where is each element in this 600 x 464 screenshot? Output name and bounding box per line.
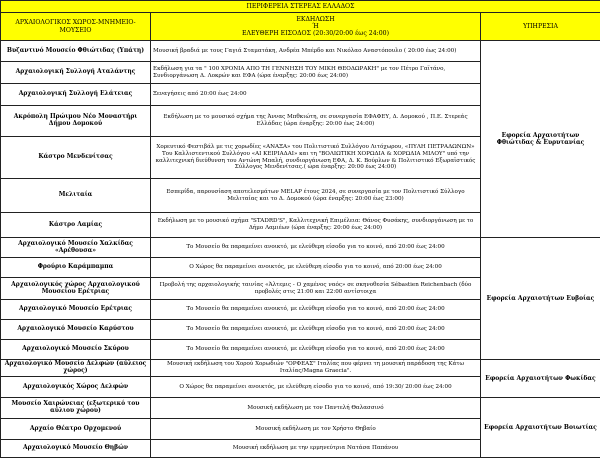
site-name: Αρχαιολογική Συλλογή Ελάτειας	[1, 84, 151, 106]
event-desc: Μουσική εκδήλωση με τον Χρήστο Θηβαίο	[151, 419, 481, 440]
event-desc: Εκδήλωση για τα " 100 ΧΡΟΝΙΑ ΑΠΟ ΤΗ ΓΕΝΝΗΣΗ ΤΟΥ ΜΙΚΗ ΘΕΟΔΩΡΑΚΗ" με τον Πέτρο Γαϊτάνο, Συνδιοργάνωση Δ. Λοκρών και ΕΦΑ (ώρα έναρξης: 20:00 έως 24:00)	[151, 62, 481, 84]
event-desc: Το Μουσείο θα παραμείνει ανοικτό, με ελεύθερη είσοδο για το κοινό, από 20:00 έως 24:00	[151, 300, 481, 320]
header-site: ΑΡΧΑΙΟΛΟΓΙΚΟΣ ΧΩΡΟΣ-ΜΝΗΜΕΙΟ-ΜΟΥΣΕΙΟ	[1, 13, 151, 41]
site-name: Αρχαιολογικό Μουσείο Δελφών (αύλειος χώρος)	[1, 360, 151, 377]
event-desc: Το Μουσείο θα παραμείνει ανοικτό, με ελεύθερη είσοδο για το κοινό, από 20:00 έως 24:00	[151, 238, 481, 258]
service-evia: Εφορεία Αρχαιοτήτων Ευβοίας	[481, 238, 600, 360]
event-desc: Μουσική εκδήλωση του Χορού Χορωδιών "ΟΡΦΕΑΣ" Ιταλίας που φέρνει τη μουσική παράδοση της Κάτω Ιταλίας/Magna Graecia".	[151, 360, 481, 377]
event-desc: Εκδήλωση με το μουσικό σχήμα της Άννας Μπθκιώτη, σε συνεργασία ΕΦΑΦΕΥ, Δ. Δομοκού , Π.Ε. Στερεάς Ελλάδας (ώρα έναρξης: 20:00 έως 24:00)	[151, 106, 481, 137]
event-desc: Το Μουσείο θα παραμείνει ανοικτό, με ελεύθερη είσοδο για το κοινό, από 20:00 έως 24:00	[151, 320, 481, 340]
site-name: Κάστρο Λαμίας	[1, 213, 151, 238]
service-fokida: Εφορεία Αρχαιοτήτων Φωκίδας	[481, 360, 600, 398]
event-desc: Προβολή της αρχαιολογικής ταινίας «Άλτεμις - Ο χαμένος ναός» σε σκηνοθεσία Sébastien Reichenbach (δύο προβολές στις 21:00 και 22:00 αντίστοιχα	[151, 278, 481, 300]
site-name: Αρχαιολογικό Μουσείο Χαλκίδας «Αρέθουσα»	[1, 238, 151, 258]
event-desc: Ο Χώρος θα παραμείνει ανοικτός, με ελεύθερη είσοδο για το κοινό, από 19:30/ 20:00 έως 24:00	[151, 377, 481, 398]
table-row	[1, 360, 600, 377]
table-row	[1, 41, 600, 62]
service-fthiotida: Εφορεία Αρχαιοτήτων Φθιώτιδας & Ευρυτανίας	[481, 41, 600, 238]
site-name: Αρχαιολογικός Χώρος Δελφών	[1, 377, 151, 398]
site-name: Κάστρο Μενδενίτσας	[1, 137, 151, 179]
site-name: Αρχαιολογικό Μουσείο Ερέτριας	[1, 300, 151, 320]
site-name: Αρχαιολογικό Μουσείο Σκύρου	[1, 340, 151, 360]
header-event: ΕΚΔΗΛΩΣΗ Ή ΕΛΕΥΘΕΡΗ ΕΙΣΟΔΟΣ (20:30/20:00 έως 24:00)	[151, 13, 481, 41]
event-desc: Ο Χώρος θα παραμείνει ανοικτός, με ελεύθερη είσοδο για το κοινό, από 20:00 έως 24:00	[151, 258, 481, 278]
event-desc: Μουσική εκδήλωση με τον Παντελή Θαλασσινό	[151, 398, 481, 419]
header-service: ΥΠΗΡΕΣΙΑ	[481, 13, 600, 41]
site-name: Ακρόπολη Πρώιμου Νέο Μοναστήρι Δήμου Δομοκού	[1, 106, 151, 137]
region-title: ΠΕΡΙΦΕΡΕΙΑ ΣΤΕΡΕΑΣ ΕΛΛΑΔΟΣ	[1, 1, 600, 13]
site-name: Βυζαντινό Μουσείο Φθιώτιδας (Υπάτη)	[1, 41, 151, 62]
event-desc: Μουσική εκδήλωση με την ερμηνεύτρια Νατάσα Παπάνου	[151, 440, 481, 458]
event-desc: Ξεναγήσεις από 20:00 έως 24:00	[151, 84, 481, 106]
site-name: Μελιταία	[1, 179, 151, 213]
event-desc: Εσπερίδα, παρουσίαση αποτελεσμάτων MELAP έτους 2024, σε συνεργασία με τον Πολιτιστικό Σύλλογο Μελιταίας και το Δ. Δομοκού (ώρα έναρξης: 20:00 έως 23:00)	[151, 179, 481, 213]
event-desc: Εκδήλωση με το μουσικό σχήμα "STADRD'S", Καλλιτεχνική Επιμέλεια: Θάνος Φυσάκης, συνδιοργάνωση με το Δήμο Λαμιέων (ώρα έναρξης: 20:00 έως 24:00)	[151, 213, 481, 238]
table-row	[1, 238, 600, 258]
site-name: Αρχαιολογικός χώρος Αρχαιολογικού Μουσείου Ερέτριας	[1, 278, 151, 300]
site-name: Αρχαίο Θέατρο Ορχομενού	[1, 419, 151, 440]
site-name: Αρχαιολογικό Μουσείο Θηβών	[1, 440, 151, 458]
event-desc: Μουσική βραδιά με τους Γαγιά Σταματάκη, Ανδρέα Μπέρδο και Νικόλαο Αναστόπουλο ( 20:00 έως 24:00)	[151, 41, 481, 62]
event-desc: Χορευτικό Φεστιβάλ με τις χορωδίες «ΑΝΑΞΑ» του Πολιτιστικό Συλλόγου Λιτόχωρου, «ΠΥΛΗ ΠΕΤΡΑΔΩΝΩΝ» Του Καλλιστεντικού Συλλόγου «ΑΙ ΚΕΙΡΙΑΔΑΙ» και τη "ΒΟΛΙΩΤΙΚΗ ΧΟΡΩΔΙΑ & ΧΟΡΩΔΙΑ ΜΙΛΟΥ" υπό την καλλιτεχνική διεύθυνση του Αντώνη Μπαλή, συνδιοργάνωση ΕΦΑ, Δ. Κ. Βούρλων & Πολιτιστικό Εξωραϊστικός Σύλλογος Μενδενίτσας.( ώρα έναρξης: 20:00 έως 24:00)	[151, 137, 481, 179]
site-name: Αρχαιολογική Συλλογή Αταλάντης	[1, 62, 151, 84]
site-name: Φρούριο Καράμπαμπα	[1, 258, 151, 278]
event-desc: Το Μουσείο θα παραμείνει ανοικτό, με ελεύθερη είσοδο για το κοινό, από 20:00 έως 24:00	[151, 340, 481, 360]
service-viotia: Εφορεία Αρχαιοτήτων Βοιωτίας	[481, 398, 600, 458]
table-row	[1, 398, 600, 419]
header-row	[1, 13, 600, 41]
region-row	[1, 1, 600, 13]
site-name: Αρχαιολογικό Μουσείο Καρύστου	[1, 320, 151, 340]
site-name: Μουσείο Χαιρώνειας (εξωτερικό του αύλιου χώρου)	[1, 398, 151, 419]
